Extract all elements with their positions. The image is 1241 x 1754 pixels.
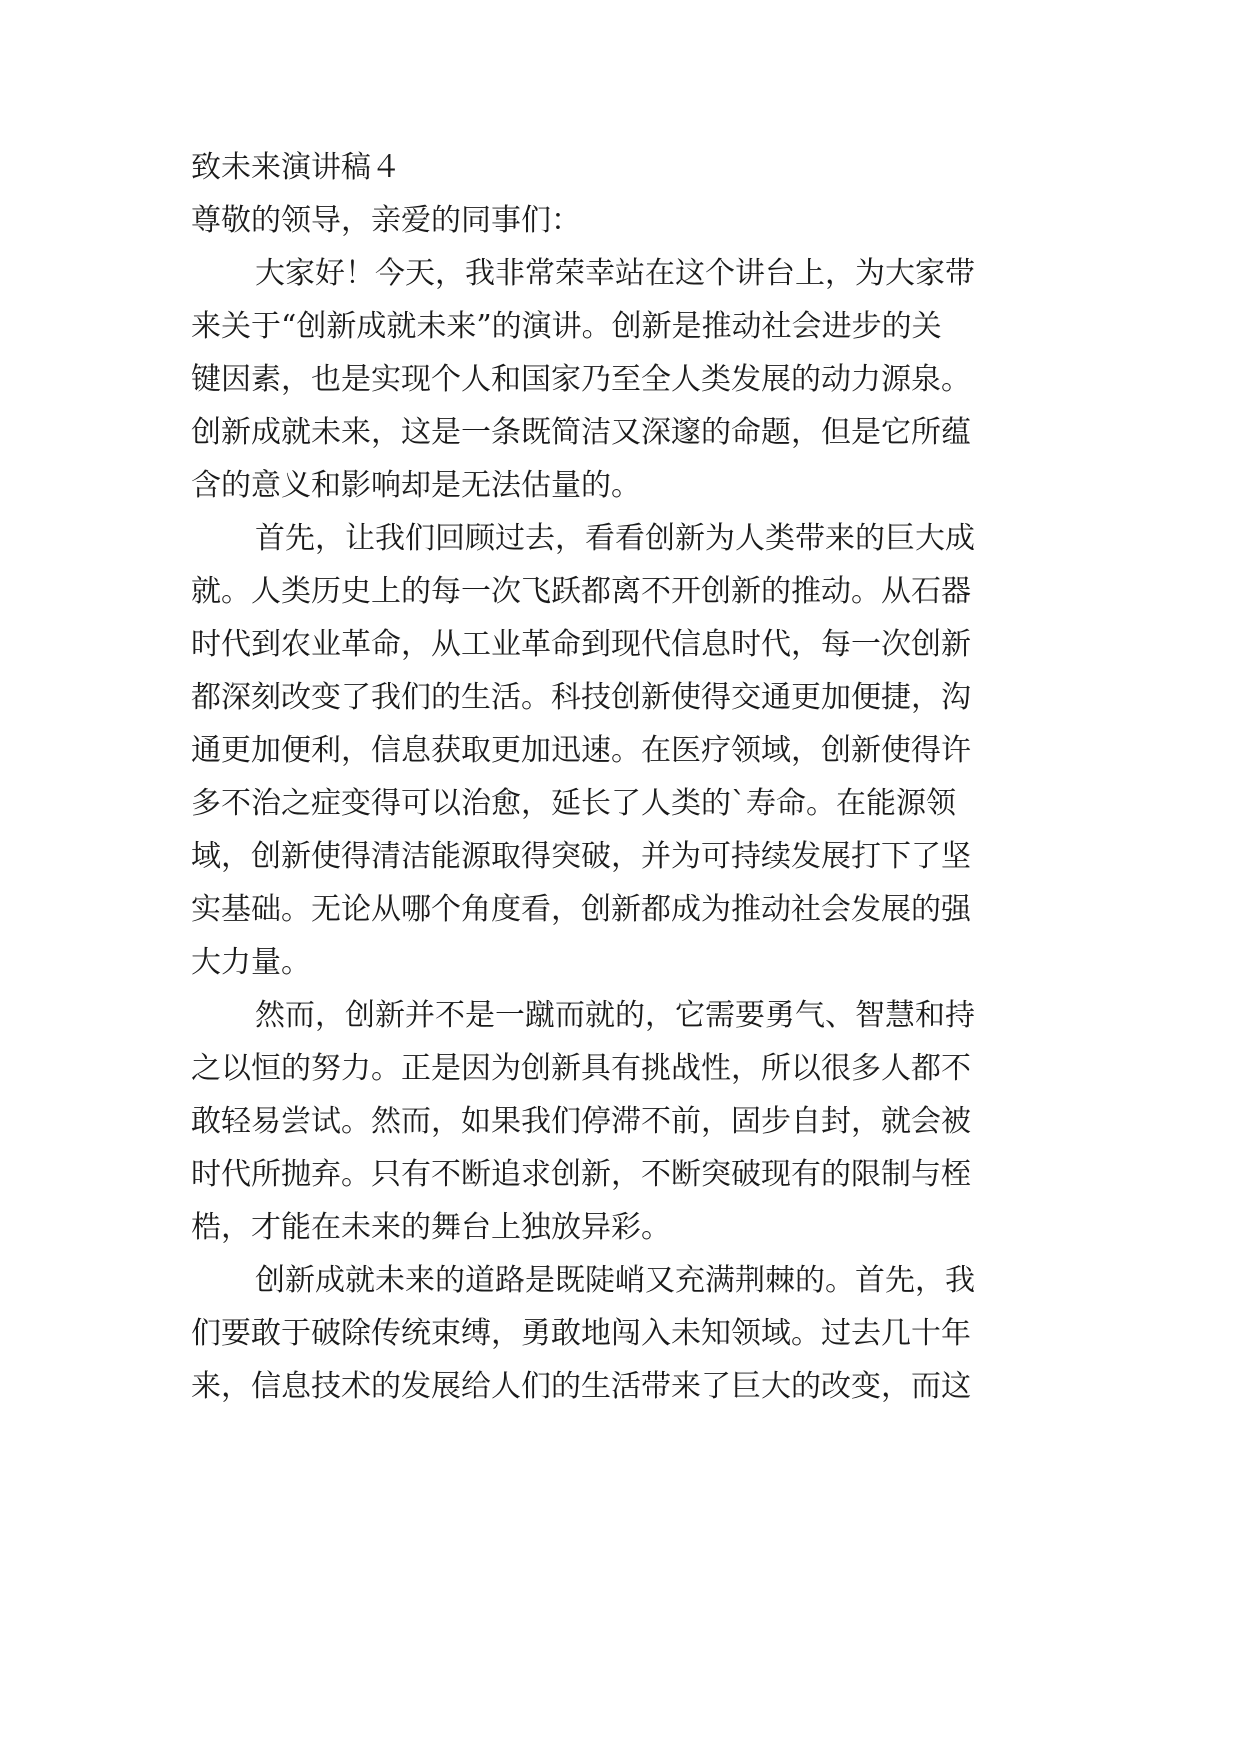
text-line: 大家好！今天，我非常荣幸站在这个讲台上，为大家带 [255,256,975,291]
text-line: 时代到农业革命，从工业革命到现代信息时代，每一次创新 [191,627,971,662]
text-line: 实基础。无论从哪个角度看，创新都成为推动社会发展的强 [191,892,971,927]
text-line: 然而，创新并不是一蹴而就的，它需要勇气、智慧和持 [255,998,975,1033]
text-line: 域，创新使得清洁能源取得突破，并为可持续发展打下了坚 [191,839,971,874]
text-line: 敢轻易尝试。然而，如果我们停滞不前，固步自封，就会被 [191,1104,971,1139]
text-line: 梏，才能在未来的舞台上独放异彩。 [191,1210,671,1245]
text-line: 们要敢于破除传统束缚，勇敢地闯入未知领域。过去几十年 [191,1316,971,1351]
text-line: 键因素，也是实现个人和国家乃至全人类发展的动力源泉。 [191,362,971,397]
text-line: 都深刻改变了我们的生活。科技创新使得交通更加便捷，沟 [191,680,971,715]
text-line: 来关于“创新成就未来”的演讲。创新是推动社会进步的关 [191,309,942,344]
text-line: 创新成就未来的道路是既陡峭又充满荆棘的。首先，我 [255,1263,975,1298]
text-line: 通更加便利，信息获取更加迅速。在医疗领域，创新使得许 [191,733,971,768]
text-line: 之以恒的努力。正是因为创新具有挑战性，所以很多人都不 [191,1051,971,1086]
document-title: 致未来演讲稿４ [191,150,401,185]
text-line: 创新成就未来，这是一条既简洁又深邃的命题，但是它所蕴 [191,415,971,450]
text-line: 首先，让我们回顾过去，看看创新为人类带来的巨大成 [255,521,975,556]
text-line: 大力量。 [191,945,311,980]
text-line: 多不治之症变得可以治愈，延长了人类的`寿命。在能源领 [191,786,956,821]
text-line: 含的意义和影响却是无法估量的。 [191,468,641,503]
text-line: 就。人类历史上的每一次飞跃都离不开创新的推动。从石器 [191,574,971,609]
text-line: 来，信息技术的发展给人们的生活带来了巨大的改变，而这 [191,1369,971,1404]
salutation: 尊敬的领导，亲爱的同事们： [191,203,581,238]
text-line: 时代所抛弃。只有不断追求创新，不断突破现有的限制与桎 [191,1157,971,1192]
